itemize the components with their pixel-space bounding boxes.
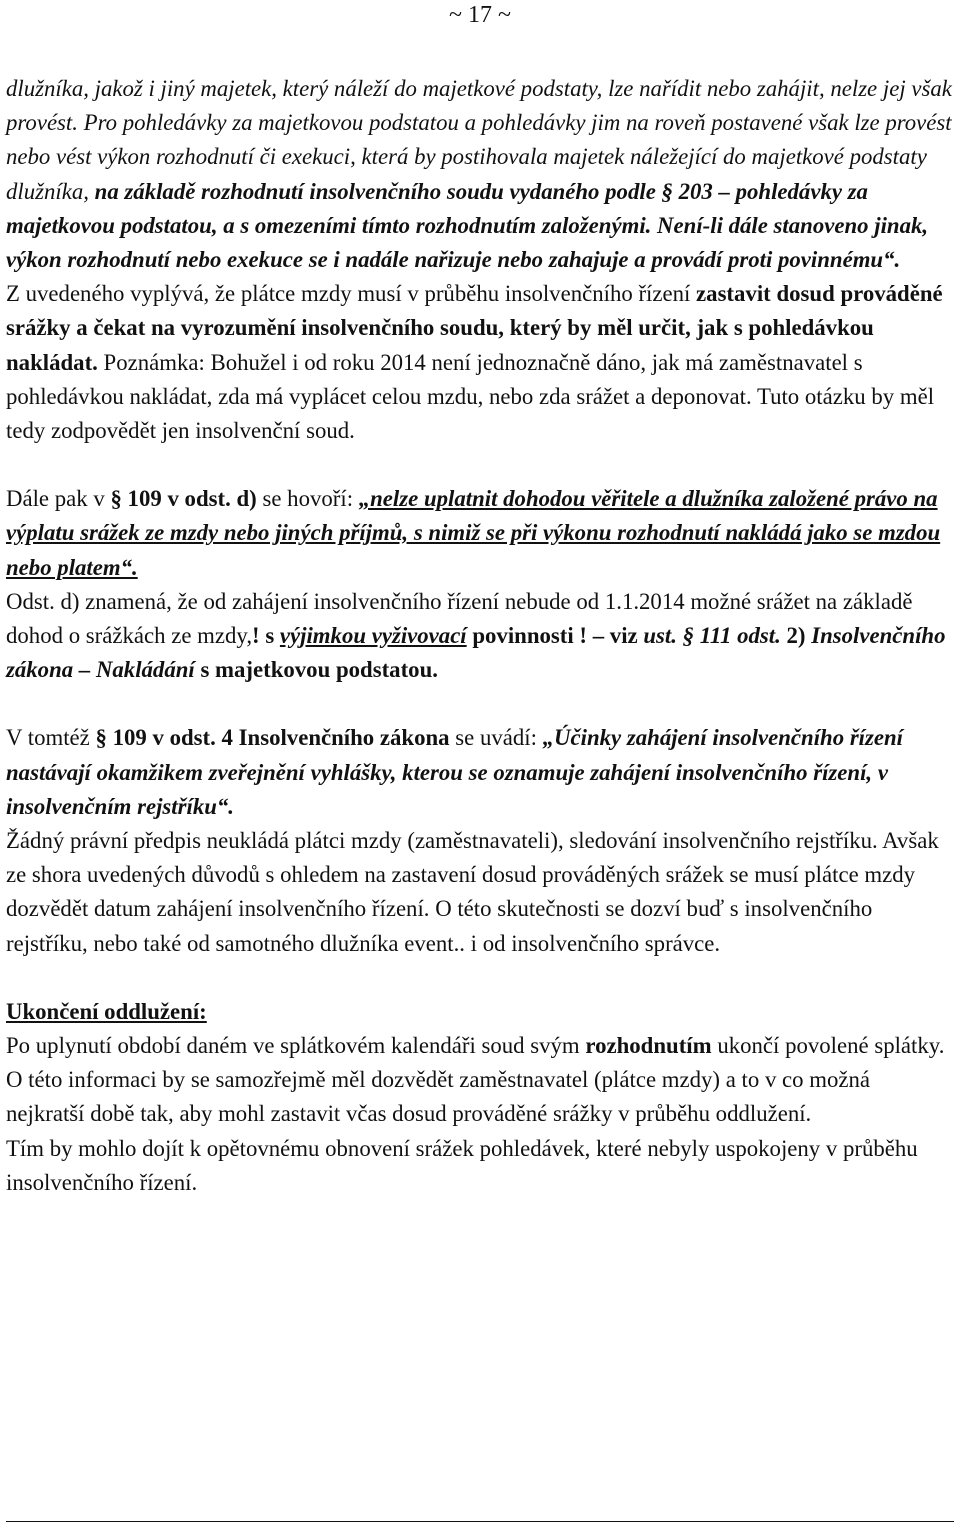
text: Dále pak v <box>6 486 111 512</box>
text: se hovoří: <box>256 486 359 512</box>
page-number: ~ 17 ~ <box>449 2 511 28</box>
bold-text: rozhodnutím <box>585 1033 712 1059</box>
paragraph-renewal: Tím by mohlo dojít k opětovnému obnovení srážek pohledávek, které nebyly uspokojeny v průběhu insolvenčního řízení. <box>6 1135 918 1195</box>
paragraph-section-109-4 <box>6 721 954 824</box>
bold-text: zastavit dosud prováděné srážky a čekat na vyrozumění insolvenčního soudu, který by měl určit, jak s pohledávkou nakládat. <box>6 281 943 375</box>
section-heading <box>6 995 954 1029</box>
bold-text: povinnosti ! – viz <box>466 623 644 649</box>
body-text <box>6 72 954 1200</box>
italic-text: dlužníka, jakož i jiný majetek, který náleží do majetkové podstaty, lze nařídit nebo zahájit, nelze jej však provést. Pro pohledávky za majetkovou podstatou a pohledávky jim na roveň postavené však lze provést nebo vést výkon rozhodnutí či exekuci, která by postihovala majetek náležející do majetkové podstaty dlužníka, <box>6 76 952 204</box>
underlined-quote: „nelze uplatnit dohodou věřitele a dlužníka založené právo na výplatu srážek ze mzdy nebo jiných příjmů, s nimiž se při výkonu rozhodnutí nakládá jako se mzdou nebo platem“. <box>6 486 941 580</box>
bold-italic-quote: „Účinky zahájení insolvenčního řízení nastávají okamžikem zveřejnění vyhlášky, kterou se oznamuje zahájení insolvenčního řízení, v insolvenčním rejstříku“. <box>6 725 904 819</box>
paragraph-gap <box>6 687 954 721</box>
bold-text: ! s <box>252 623 280 649</box>
paragraph-quote-continuation <box>6 72 954 277</box>
text: ukončí povolené splátky. O této informaci by se samozřejmě měl dozvědět zaměstnavatel (plátce mzdy) a to v co možná nejkratší době tak, aby mohl zastavit včas dosud prováděné srážky v průběhu oddlužení. <box>6 1033 945 1127</box>
text: Z uvedeného vyplývá, že plátce mzdy musí v průběhu insolvenčního řízení <box>6 281 697 307</box>
paragraph-gap <box>6 961 954 995</box>
text: V tomtéž <box>6 725 96 751</box>
text: se uvádí: <box>449 725 543 751</box>
bold-italic-text: ust. § 111 odst. <box>643 623 781 649</box>
paragraph-consequence <box>6 277 954 448</box>
bold-italic-text: Insolvenčního zákona – Nakládání <box>6 623 946 683</box>
bold-text: 2) <box>780 623 812 649</box>
text: Odst. d) znamená, že od zahájení insolvenčního řízení nebude od 1.1.2014 možné srážet na základě dohod o srážkách ze mzdy, <box>6 588 913 649</box>
bold-italic-text: na základě rozhodnutí insolvenčního soudu vydaného podle § 203 – pohledávky za majetkovou podstatou, a s omezeními tímto rozhodnutím založenými. Není-li dále stanoveno jinak, výkon rozhodnutí nebo exekuce se i nadále nařizuje nebo zahajuje a provádí proti povinnému“. <box>6 178 929 273</box>
bold-text: § 109 v odst. <box>110 486 231 512</box>
paragraph-registry: Žádný právní předpis neukládá plátci mzdy (zaměstnavateli), sledování insolvenčního rejstříku. Avšak ze shora uvedených důvodů s ohledem na zastavení dosud prováděných srážek se musí plátce mzdy dozvědět datum zahájení insolvenčního řízení. O této skutečnosti se dozví buď s insolvenčního rejstříku, nebo také od samotného dlužníka event.. i od insolvenčního správce. <box>6 828 939 956</box>
paragraph-gap <box>6 448 954 482</box>
bold-text: s majetkovou podstatou. <box>194 657 438 683</box>
bold-text: d) <box>236 486 257 512</box>
paragraph-odst-d <box>6 585 954 688</box>
footer-rule <box>6 1521 954 1522</box>
paragraph-section-109d <box>6 482 954 585</box>
bold-text: § 109 v odst. <box>95 725 216 751</box>
text: Po uplynutí období daném ve splátkovém kalendáři soud svým <box>6 1033 586 1059</box>
text: Poznámka: Bohužel i od roku 2014 není jednoznačně dáno, jak má zaměstnavatel s pohledávkou nakládat, zda má vyplácet celou mzdu, nebo zda srážet a deponovat. Tuto otázku by měl tedy zodpovědět jen insolvenční soud. <box>6 349 935 444</box>
bold-text: 4 Insolvenčního zákona <box>221 725 450 751</box>
paragraph-termination <box>6 1029 954 1132</box>
underlined-text: výjimkou vyživovací <box>279 623 467 649</box>
heading-text: Ukončení oddlužení: <box>6 998 207 1024</box>
